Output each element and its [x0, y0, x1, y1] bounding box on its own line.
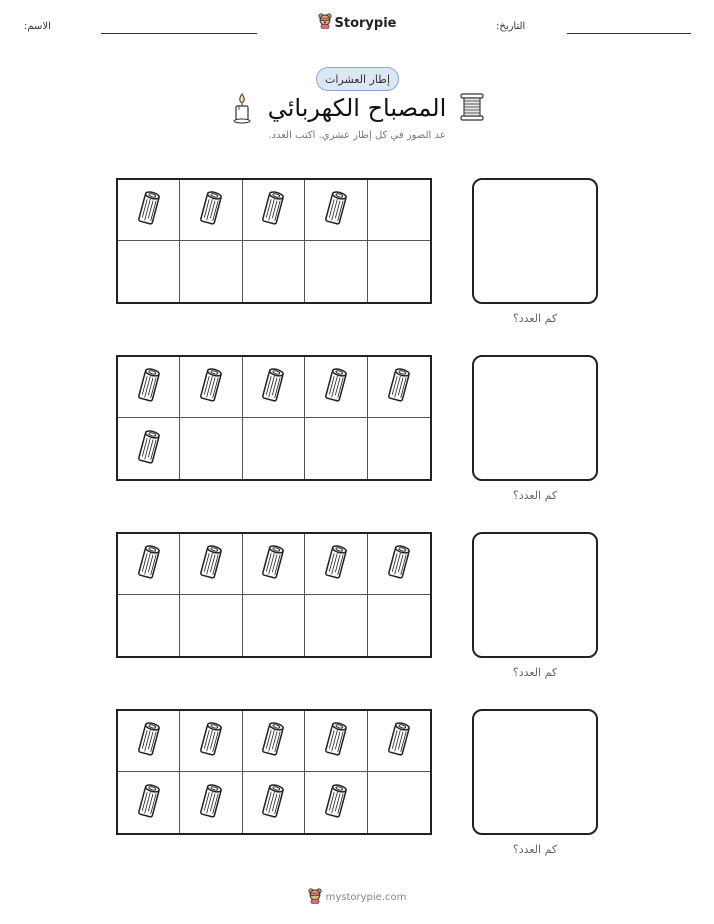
log-icon: [196, 188, 226, 232]
ten-frame: [116, 709, 432, 835]
ten-frame-cell: [305, 595, 367, 656]
ten-frame-cell: [118, 180, 180, 241]
log-icon: [134, 365, 164, 409]
footer: [0, 888, 714, 908]
ten-frame-cell: [305, 711, 367, 772]
log-icon: [196, 719, 226, 763]
count-question: كم العدد؟: [512, 666, 558, 679]
brand-logo: [0, 13, 714, 33]
date-line[interactable]: [567, 33, 691, 34]
ten-frame-cell: [243, 772, 305, 833]
ten-frame-cell: [368, 418, 430, 479]
bear-mascot-icon: [318, 13, 332, 33]
date-label: التاريخ:: [496, 21, 526, 32]
log-icon: [258, 365, 288, 409]
ten-frame-cell: [368, 595, 430, 656]
ten-frame-cell: [118, 772, 180, 833]
ten-frame-cell: [180, 772, 242, 833]
ten-frame-cell: [118, 241, 180, 302]
log-icon: [196, 542, 226, 586]
ten-frame-cell: [243, 357, 305, 418]
ten-frame-cell: [180, 180, 242, 241]
ten-frame-cell: [118, 595, 180, 656]
log-icon: [134, 542, 164, 586]
log-icon: [258, 542, 288, 586]
ten-frame-cell: [180, 711, 242, 772]
log-icon: [134, 188, 164, 232]
ten-frame-cell: [305, 241, 367, 302]
footer-url[interactable]: mystorypie.com: [325, 892, 407, 903]
log-icon: [134, 781, 164, 825]
log-icon: [321, 365, 351, 409]
bear-mascot-icon: [308, 888, 322, 907]
ten-frame-cell: [243, 711, 305, 772]
log-icon: [321, 719, 351, 763]
answer-box[interactable]: [472, 709, 598, 835]
log-icon: [196, 365, 226, 409]
ten-frame-cell: [305, 534, 367, 595]
spool-icon: [459, 92, 485, 126]
answer-box[interactable]: [472, 178, 598, 304]
ten-frame-cell: [243, 595, 305, 656]
ten-frame-cell: [368, 772, 430, 833]
log-icon: [384, 542, 414, 586]
ten-frame-cell: [243, 418, 305, 479]
ten-frame-cell: [180, 241, 242, 302]
worksheet-badge: إطار العشرات: [316, 67, 399, 91]
name-label: الاسم:: [24, 21, 51, 32]
ten-frame-cell: [118, 711, 180, 772]
ten-frame: [116, 532, 432, 658]
log-icon: [384, 719, 414, 763]
answer-box[interactable]: [472, 532, 598, 658]
ten-frame-cell: [243, 241, 305, 302]
ten-frame: [116, 178, 432, 304]
ten-frame-cell: [305, 180, 367, 241]
ten-frame-cell: [180, 534, 242, 595]
ten-frame-cell: [305, 357, 367, 418]
ten-frame-cell: [118, 418, 180, 479]
ten-frame-cell: [243, 180, 305, 241]
log-icon: [321, 781, 351, 825]
ten-frame-cell: [368, 711, 430, 772]
ten-frame-cell: [368, 180, 430, 241]
log-icon: [258, 188, 288, 232]
ten-frame-cell: [118, 357, 180, 418]
ten-frame-cell: [368, 241, 430, 302]
log-icon: [321, 542, 351, 586]
log-icon: [384, 365, 414, 409]
brand-name: Storypie: [334, 15, 397, 31]
ten-frame-cell: [118, 534, 180, 595]
log-icon: [258, 781, 288, 825]
log-icon: [258, 719, 288, 763]
ten-frame-cell: [305, 418, 367, 479]
ten-frame-cell: [368, 357, 430, 418]
instructions: عد الصور في كل إطار عشري. اكتب العدد.: [268, 130, 446, 141]
page-title: المصباح الكهربائي: [267, 94, 447, 122]
ten-frame-cell: [243, 534, 305, 595]
ten-frame-cell: [180, 357, 242, 418]
answer-box[interactable]: [472, 355, 598, 481]
ten-frame-cell: [180, 595, 242, 656]
ten-frame-cell: [180, 418, 242, 479]
ten-frame-cell: [368, 534, 430, 595]
ten-frame: [116, 355, 432, 481]
count-question: كم العدد؟: [512, 489, 558, 502]
count-question: كم العدد؟: [512, 843, 558, 856]
log-icon: [196, 781, 226, 825]
log-icon: [134, 427, 164, 471]
name-line[interactable]: [101, 33, 257, 34]
count-question: كم العدد؟: [512, 312, 558, 325]
log-icon: [134, 719, 164, 763]
ten-frame-cell: [305, 772, 367, 833]
log-icon: [321, 188, 351, 232]
